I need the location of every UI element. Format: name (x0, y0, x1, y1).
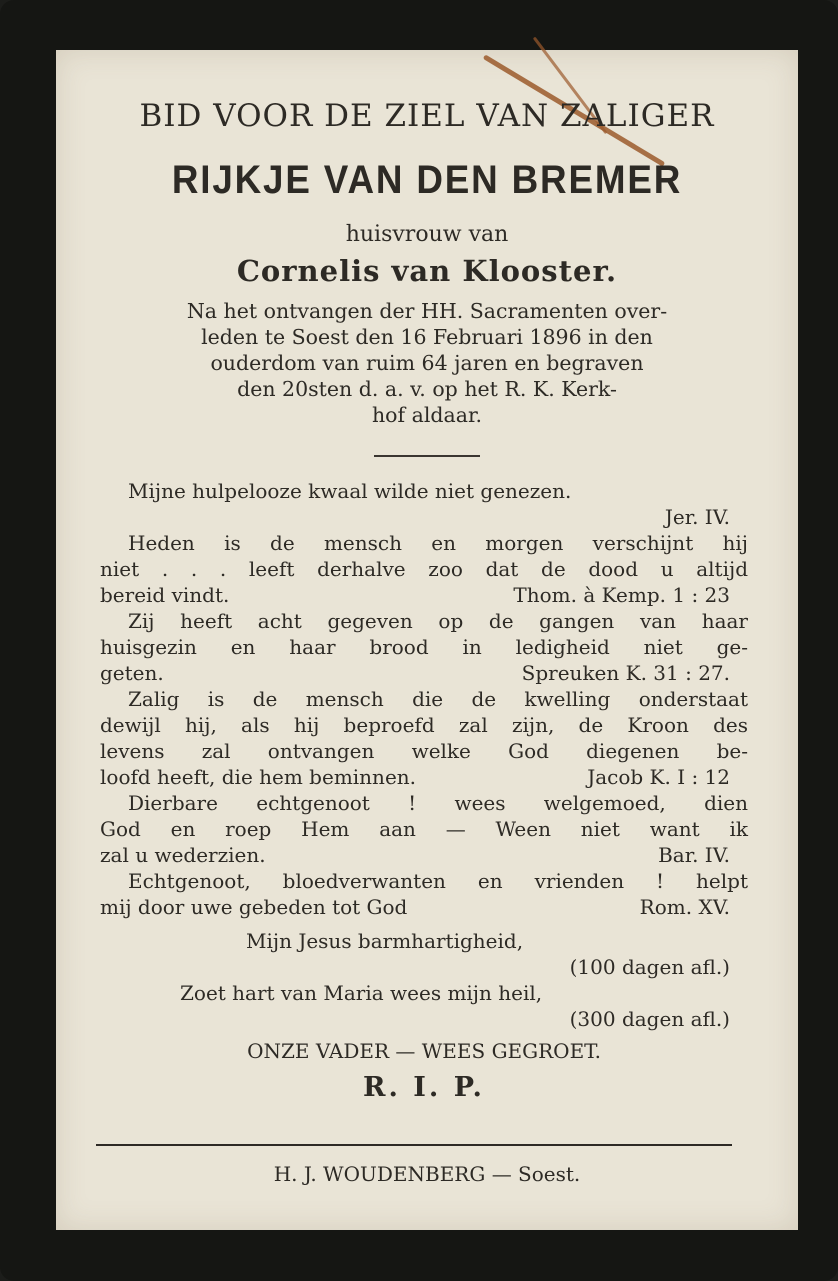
indulgence-note: (100 dagen afl.) (569, 955, 730, 979)
verse-line: Echtgenoot, bloedverwanten en vrienden ! helpt (128, 869, 748, 893)
verse-line-with-reference (100, 660, 748, 686)
verse-line: dewijl hij, als hij beproefd zal zijn, de Kroon des (100, 713, 748, 737)
printer-imprint: H. J. WOUDENBERG — Soest. (273, 1162, 581, 1186)
notice-line: hof aldaar. (371, 403, 483, 427)
prayer-line: Mijn Jesus barmhartigheid, (246, 929, 524, 953)
husband-name: Cornelis van Klooster. (236, 254, 618, 288)
relation-line: huisvrouw van (345, 222, 509, 247)
verse-line: Dierbare echtgenoot ! wees welgemoed, dien (128, 791, 748, 815)
verses-section (100, 478, 748, 1106)
divider (374, 455, 480, 457)
deceased-name: RIJKJE VAN DEN BREMER (171, 158, 683, 202)
verse-line: niet . . . leeft derhalve zoo dat de dood u altijd (100, 557, 748, 581)
verse-reference: Bar. IV. (658, 843, 730, 867)
verse-reference: Spreuken K. 31 : 27. (521, 661, 730, 685)
verse-line-with-reference (100, 842, 748, 868)
verse-line: huisgezin en haar brood in ledigheid niet ge- (100, 635, 748, 659)
verse-line-with-reference (100, 894, 748, 920)
rip-mark: R. I. P. (363, 1072, 485, 1103)
verse-line: Zij heeft acht gegeven op de gangen van haar (128, 609, 748, 633)
indulgence-note: (300 dagen afl.) (569, 1007, 730, 1031)
verse-reference: Thom. à Kemp. 1 : 23 (513, 583, 730, 607)
prayer-heading: BID VOOR DE ZIEL VAN ZALIGER (139, 98, 715, 134)
verse-text: mij door uwe gebeden tot God (100, 895, 408, 919)
verse-line: levens zal ontvangen welke God diegenen be- (100, 739, 748, 763)
verse-line-with-reference (100, 764, 748, 790)
verse-text: zal u wederzien. (100, 843, 266, 867)
verse-text: bereid vindt. (100, 583, 230, 607)
notice-line: Na het ontvangen der HH. Sacramenten over- (186, 299, 668, 323)
card-paper (56, 50, 798, 1230)
verse-line: Zalig is de mensch die de kwelling onderstaat (128, 687, 748, 711)
verse-line: God en roep Hem aan — Ween niet want ik (100, 817, 748, 841)
closing-prayers: ONZE VADER — WEES GEGROET. (247, 1039, 601, 1063)
notice-line: leden te Soest den 16 Februari 1896 in den (201, 325, 653, 349)
verse-text: geten. (100, 661, 164, 685)
verse-line: Heden is de mensch en morgen verschijnt hij (128, 531, 748, 555)
verse-line: Mijne hulpelooze kwaal wilde niet genezen. (128, 479, 572, 503)
notice-line: den 20sten d. a. v. op het R. K. Kerk- (237, 377, 617, 401)
verse-text: loofd heeft, die hem beminnen. (100, 765, 417, 789)
death-notice (126, 298, 728, 428)
footer-divider (96, 1144, 732, 1146)
verse-reference: Jer. IV. (664, 505, 730, 529)
prayer-line: Zoet hart van Maria wees mijn heil, (180, 981, 543, 1005)
verse-line-with-reference (100, 582, 748, 608)
verse-reference: Jacob K. I : 12 (587, 765, 730, 789)
notice-line: ouderdom van ruim 64 jaren en begraven (210, 351, 644, 375)
verse-reference: Rom. XV. (639, 895, 730, 919)
